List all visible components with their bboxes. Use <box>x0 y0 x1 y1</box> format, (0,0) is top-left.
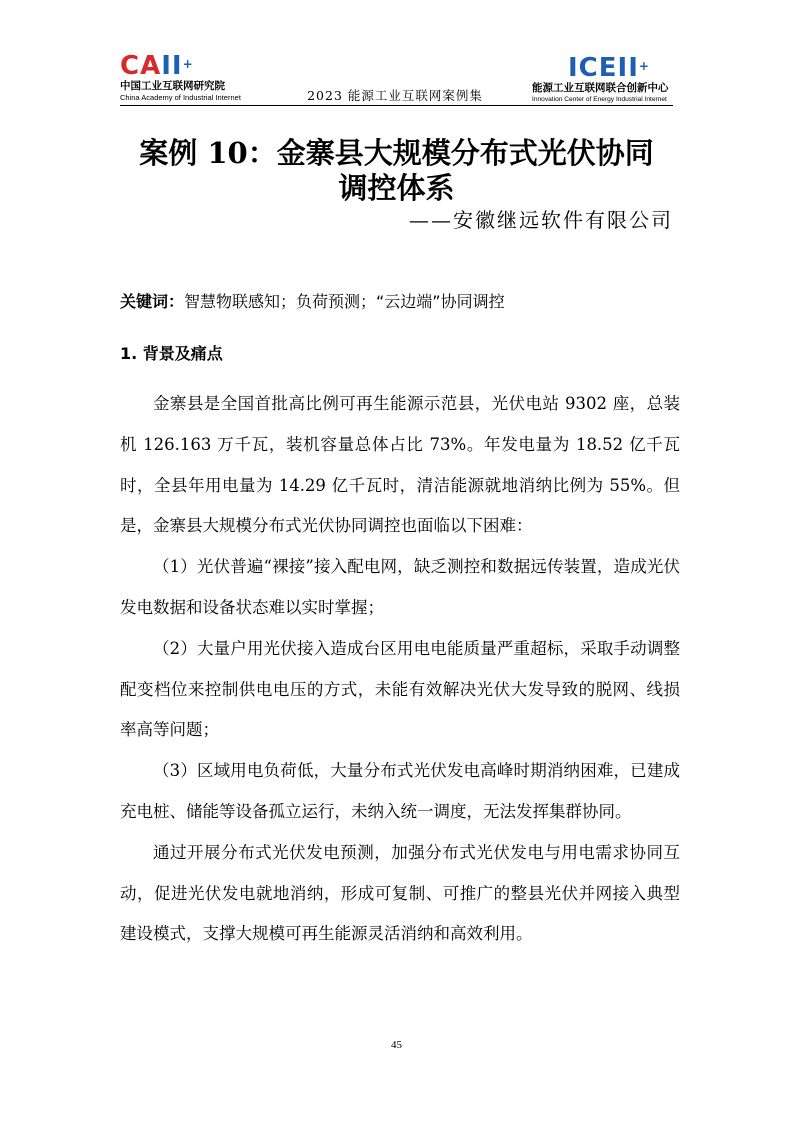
page-number: 45 <box>391 1039 402 1051</box>
case-title-line2: 调控体系 <box>338 171 455 205</box>
case-title-line1: 案例 10：金寨县大规模分布式光伏协同 <box>139 136 654 170</box>
caii-logo-text: CAII <box>120 51 183 81</box>
header-divider <box>120 105 673 106</box>
paragraph: （2）大量户用光伏接入造成台区用电电能质量严重超标，采取手动调整配变档位来控制供电电压的方式，未能有效解决光伏大发导致的脱网、线损率高等问题； <box>120 638 680 740</box>
iceii-logo-text: ICEII <box>568 53 639 83</box>
case-company: ——安徽继远软件有限公司 <box>409 208 673 232</box>
paragraph: 通过开展分布式光伏发电预测，加强分布式光伏发电与用电需求协同互动，促进光伏发电就地消纳，形成可复制、可推广的整县光伏并网接入典型建设模式，支撑大规模可再生能源灵活消纳和高效利用。 <box>120 842 680 944</box>
keywords <box>120 290 680 314</box>
paragraph: 金寨县是全国首批高比例可再生能源示范县，光伏电站 9302 座，总装机 126.163 万千瓦，装机容量总体占比 73%。年发电量为 18.52 亿千瓦时，全县年用电量为 14.29 亿千瓦时，清洁能源就地消纳比例为 55%。但是，金寨县大规模分布式光伏协同调控也面临以下困难： <box>120 394 680 536</box>
caii-logo-plus: + <box>182 57 194 71</box>
section-heading: 1. 背景及痛点 <box>120 344 223 363</box>
paragraph: （1）光伏普遍“裸接”接入配电网，缺乏测控和数据远传装置，造成光伏发电数据和设备状态难以实时掌握； <box>120 557 680 617</box>
iceii-org-name-cn: 能源工业互联网联合创新中心 <box>532 82 669 94</box>
case-title <box>120 136 673 206</box>
caii-org-name-cn: 中国工业互联网研究院 <box>120 80 225 92</box>
caii-logo <box>120 52 260 102</box>
header-collection-title: 2023 能源工业互联网案例集 <box>307 88 483 103</box>
iceii-logo-plus: + <box>638 59 650 73</box>
body-text <box>120 384 680 955</box>
iceii-logo-mark <box>568 54 672 82</box>
paragraph: （3）区域用电负荷低，大量分布式光伏发电高峰时期消纳困难，已建成充电桩、储能等设备孤立运行，未纳入统一调度，无法发挥集群协同。 <box>120 761 680 821</box>
keywords-text: 智慧物联感知；负荷预测；“云边端”协同调控 <box>184 292 505 311</box>
iceii-org-name-en: Innovation Center of Energy Industrial Internet <box>532 96 667 103</box>
keywords-label: 关键词： <box>120 292 185 311</box>
caii-org-name-en: China Academy of Industrial Internet <box>120 93 241 102</box>
iceii-logo <box>532 54 672 104</box>
caii-logo-mark <box>120 52 260 80</box>
